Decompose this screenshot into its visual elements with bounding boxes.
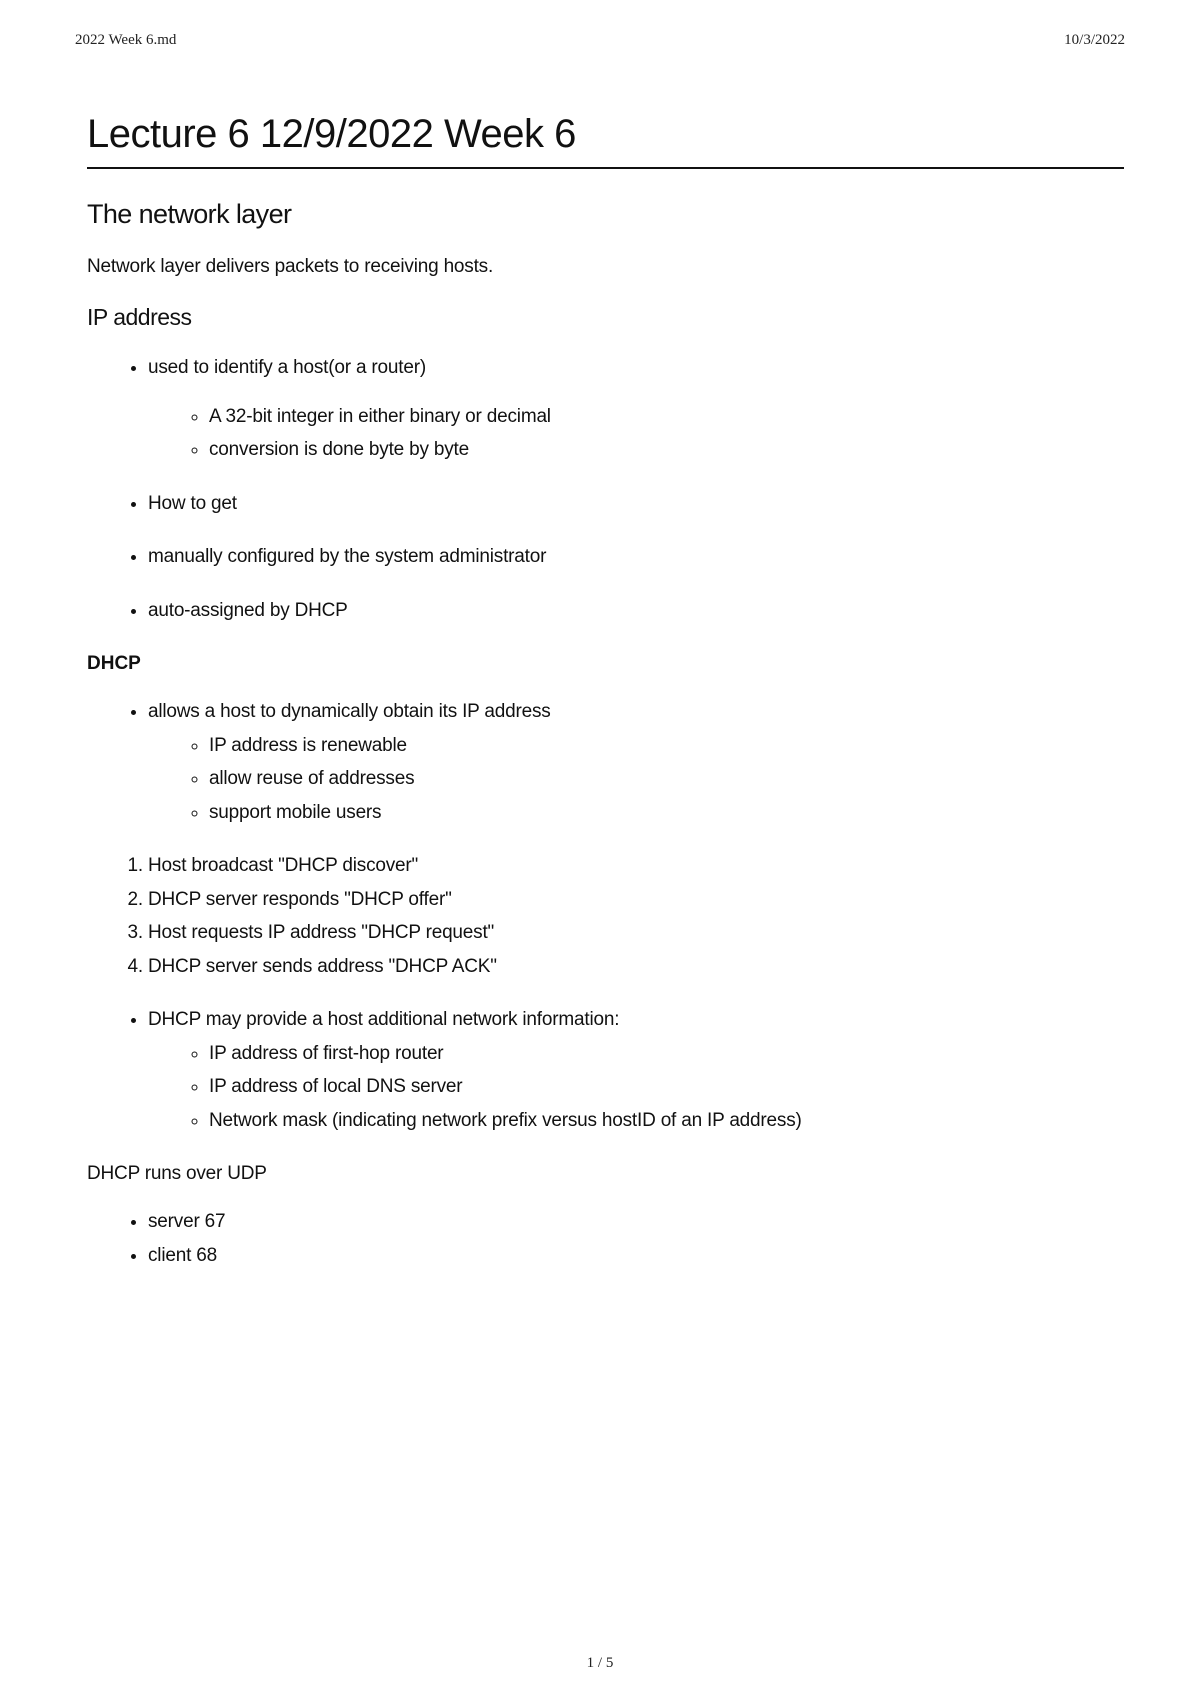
list-item: 4. DHCP server sends address "DHCP ACK": [148, 950, 1124, 984]
document-body: [87, 112, 1124, 1272]
list-item: ◦ IP address of first-hop router: [209, 1037, 1124, 1071]
list-item: 1. Host broadcast "DHCP discover": [148, 849, 1124, 883]
heading-ip-address: IP address: [87, 304, 192, 330]
list-item: ◦ IP address is renewable: [209, 729, 1124, 763]
list-item: [148, 695, 1124, 829]
list-item-text: DHCP may provide a host additional network information:: [148, 1009, 620, 1030]
dhcp-ports-list: [87, 1205, 1124, 1272]
header-date: 10/3/2022: [1064, 32, 1125, 48]
list-item: ◦ allow reuse of addresses: [209, 762, 1124, 796]
list-item: ◦ conversion is done byte by byte: [209, 433, 1124, 467]
dhcp-runs-over-paragraph: DHCP runs over UDP: [87, 1163, 267, 1184]
heading-network-layer: The network layer: [87, 199, 292, 229]
page-number: 1 / 5: [586, 1655, 614, 1671]
list-item: ◦ A 32-bit integer in either binary or decimal: [209, 400, 1124, 434]
header-filename: 2022 Week 6.md: [75, 32, 177, 48]
list-item: ◦ IP address of local DNS server: [209, 1070, 1124, 1104]
intro-paragraph: Network layer delivers packets to receiving hosts.: [87, 256, 494, 277]
list-item: • server 67: [148, 1205, 1124, 1239]
list-item: [148, 1003, 1124, 1137]
ip-address-list: [87, 351, 1124, 627]
list-item: • client 68: [148, 1239, 1124, 1273]
page-title: Lecture 6 12/9/2022 Week 6: [87, 112, 1124, 169]
list-item: • manually configured by the system administrator: [148, 540, 1124, 574]
list-item-text: allows a host to dynamically obtain its IP address: [148, 701, 551, 722]
dhcp-steps-list: [87, 849, 1124, 983]
list-item: ◦ support mobile users: [209, 796, 1124, 830]
dhcp-allows-list: [87, 695, 1124, 829]
dhcp-allows-sublist: [148, 729, 1124, 830]
list-item: ◦ Network mask (indicating network prefix versus hostID of an IP address): [209, 1104, 1124, 1138]
list-item: 3. Host requests IP address "DHCP request": [148, 916, 1124, 950]
list-item-text: used to identify a host(or a router): [148, 357, 426, 378]
dhcp-provide-sublist: [148, 1037, 1124, 1138]
list-item: • How to get: [148, 487, 1124, 521]
ip-identify-sublist: [148, 400, 1124, 467]
list-item: [148, 351, 1124, 467]
list-item: • auto-assigned by DHCP: [148, 594, 1124, 628]
list-item: 2. DHCP server responds "DHCP offer": [148, 883, 1124, 917]
dhcp-provide-list: [87, 1003, 1124, 1137]
heading-dhcp: DHCP: [87, 653, 141, 674]
